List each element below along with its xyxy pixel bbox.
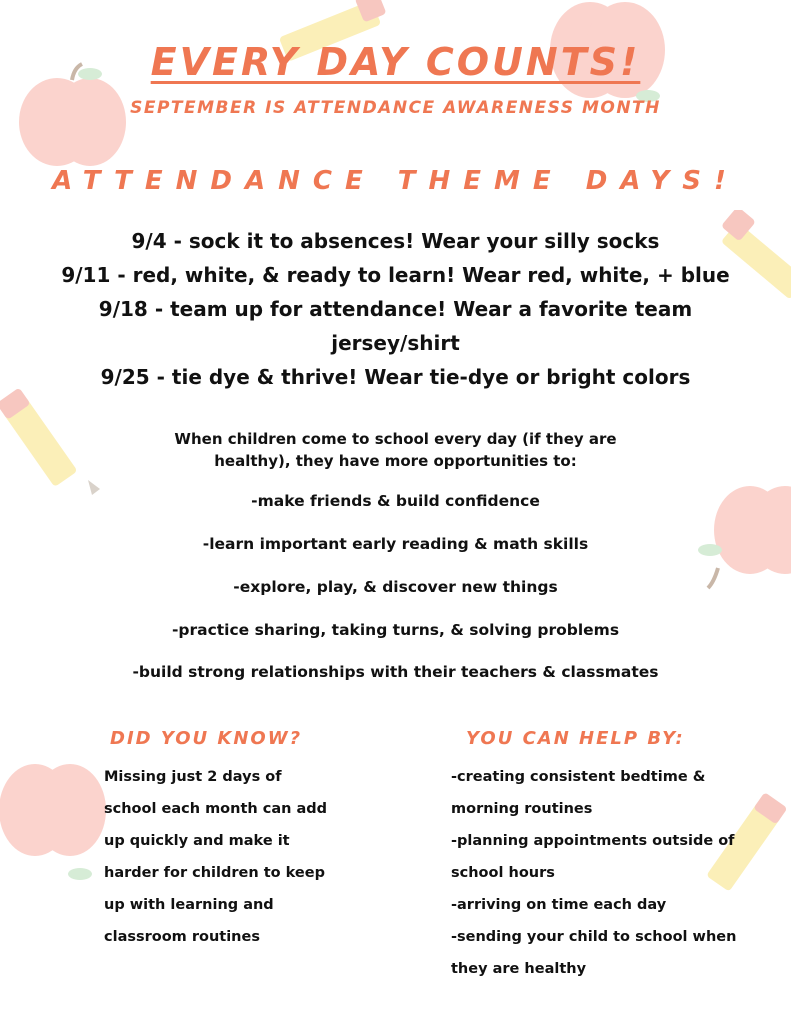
benefit-item: -learn important early reading & math skills [202, 535, 589, 553]
you-can-help-line: -arriving on time each day [451, 897, 667, 913]
you-can-help-line: -creating consistent bedtime & [451, 769, 706, 785]
page-title-text: EVERY DAY COUNTS! [150, 40, 641, 84]
benefit-item: -explore, play, & discover new things [233, 578, 558, 596]
you-can-help-line: -planning appointments outside of [451, 833, 735, 849]
theme-day-item: jersey/shirt [331, 331, 460, 355]
page-subtitle: SEPTEMBER IS ATTENDANCE AWARENESS MONTH [130, 98, 661, 118]
page-title [0, 40, 791, 84]
theme-day-item: 9/18 - team up for attendance! Wear a favorite team [98, 297, 693, 321]
intro-line: healthy), they have more opportunities to: [214, 452, 577, 470]
did-you-know-line: up with learning and [104, 897, 274, 913]
you-can-help-list [451, 761, 736, 985]
you-can-help-line: they are healthy [451, 961, 587, 977]
did-you-know-heading: DID YOU KNOW? [110, 728, 303, 749]
did-you-know-text [104, 761, 327, 953]
you-can-help-line: morning routines [451, 801, 593, 817]
benefit-item: -build strong relationships with their teachers & classmates [132, 663, 659, 681]
you-can-help-heading: YOU CAN HELP BY: [466, 728, 685, 749]
theme-days-heading: ATTENDANCE THEME DAYS! [52, 166, 739, 196]
did-you-know-line: harder for children to keep [104, 865, 325, 881]
intro-line: When children come to school every day (if they are [174, 430, 617, 448]
you-can-help-line: school hours [451, 865, 555, 881]
theme-day-item: 9/25 - tie dye & thrive! Wear tie-dye or bright colors [100, 365, 691, 389]
did-you-know-line: school each month can add [104, 801, 328, 817]
did-you-know-line: up quickly and make it [104, 833, 290, 849]
benefit-item: -practice sharing, taking turns, & solving problems [171, 621, 620, 639]
benefit-item: -make friends & build confidence [251, 492, 540, 510]
theme-day-item: 9/4 - sock it to absences! Wear your silly socks [131, 229, 660, 253]
theme-days-list [20, 224, 771, 394]
you-can-help-line: -sending your child to school when [451, 929, 737, 945]
theme-day-item: 9/11 - red, white, & ready to learn! Wear red, white, + blue [61, 263, 730, 287]
did-you-know-line: Missing just 2 days of [104, 769, 282, 785]
did-you-know-line: classroom routines [104, 929, 260, 945]
intro-paragraph [120, 428, 671, 472]
